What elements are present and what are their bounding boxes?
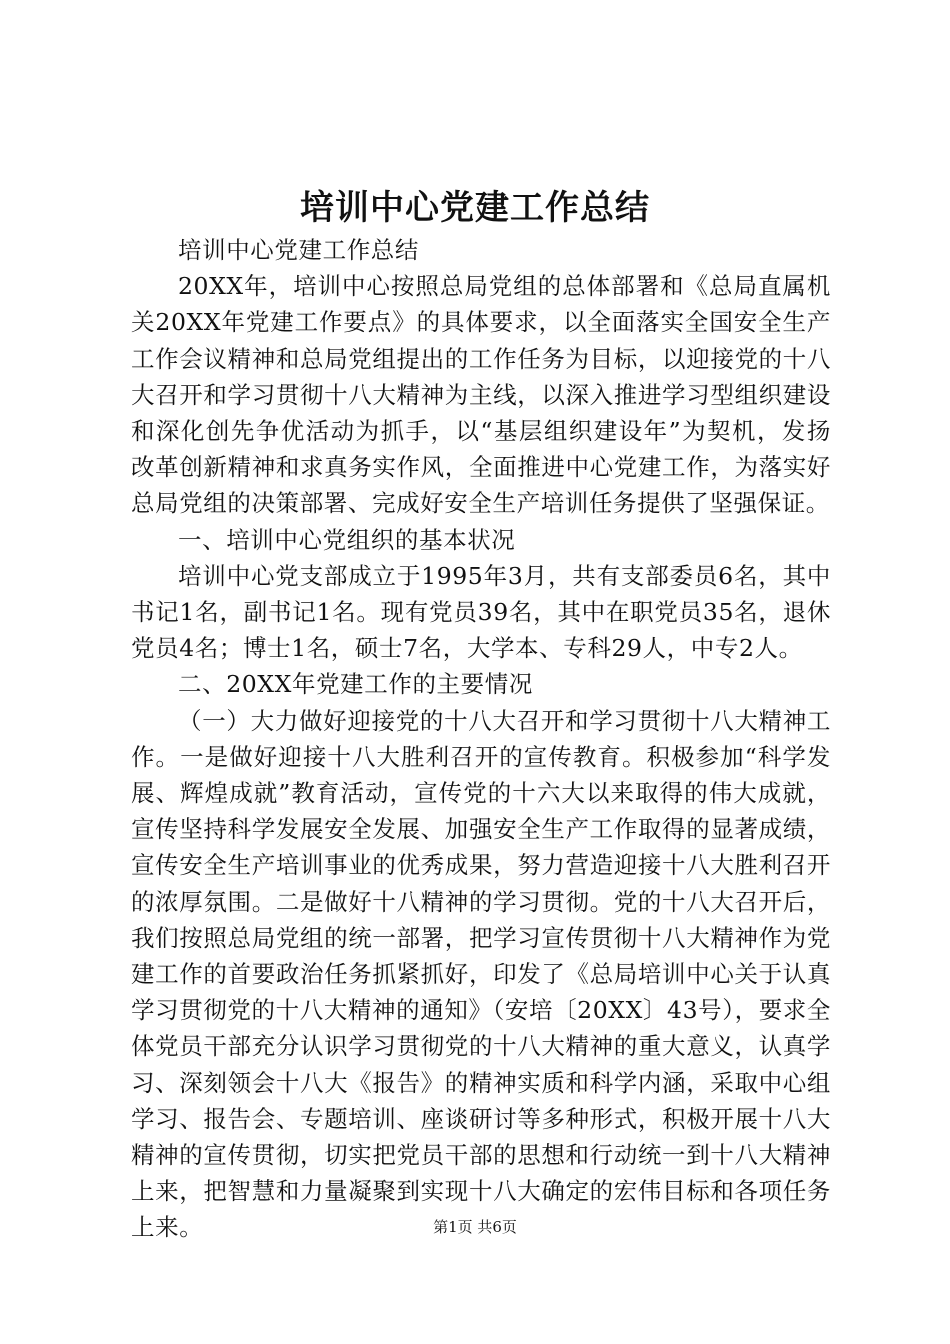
section-heading-2: 二、20XX年党建工作的主要情况 xyxy=(178,670,533,699)
paragraph-basic-status: 培训中心党支部成立于1995年3月，共有支部委员6名，其中书记1名，副书记1名。现有党员39名，其中在职党员35名，退休党员4名；博士1名，硕士7名，大学本、专科29人，中专2人。 xyxy=(131,561,831,663)
paragraph-subtitle: 培训中心党建工作总结 xyxy=(178,236,419,264)
paragraph-main-work: （一）大力做好迎接党的十八大召开和学习贯彻十八大精神工作。一是做好迎接十八大胜利召开的宣传教育。积极参加“科学发展、辉煌成就”教育活动，宣传党的十六大以来取得的伟大成就，宣传坚持科学发展安全发展、加强安全生产工作取得的显著成绩，宣传安全生产培训事业的优秀成果，努力营造迎接十八大胜利召开的浓厚氛围。二是做好十八精神的学习贯彻。党的十八大召开后，我们按照总局党组的统一部署，把学习宣传贯彻十八大精神作为党建工作的首要政治任务抓紧抓好，印发了《总局培训中心关于认真学习贯彻党的十八大精神的通知》（安培〔20XX〕43号），要求全体党员干部充分认识学习贯彻党的十八大精神的重大意义，认真学习、深刻领会十八大《报告》的精神实质和科学内涵，采取中心组学习、报告会、专题培训、座谈研讨等多种形式，积极开展十八大精神的宣传贯彻，切实把党员干部的思想和行动统一到十八大精神上来，把智慧和力量凝聚到实现十八大确定的宏伟目标和各项任务上来。 xyxy=(131,706,831,1242)
document-title: 培训中心党建工作总结 xyxy=(300,188,650,228)
page-footer: 第1页 共6页 xyxy=(433,1218,517,1236)
document-body xyxy=(131,232,831,1246)
section-heading-1: 一、培训中心党组织的基本状况 xyxy=(178,525,516,554)
paragraph-intro: 20XX年，培训中心按照总局党组的总体部署和《总局直属机关20XX年党建工作要点》的具体要求，以全面落实全国安全生产工作会议精神和总局党组提出的工作任务为目标，以迎接党的十八大召开和学习贯彻十八大精神为主线，以深入推进学习型组织建设和深化创先争优活动为抓手，以“基层组织建设年”为契机，发扬改革创新精神和求真务实作风，全面推进中心党建工作，为落实好总局党组的决策部署、完成好安全生产培训任务提供了坚强保证。 xyxy=(131,272,831,518)
